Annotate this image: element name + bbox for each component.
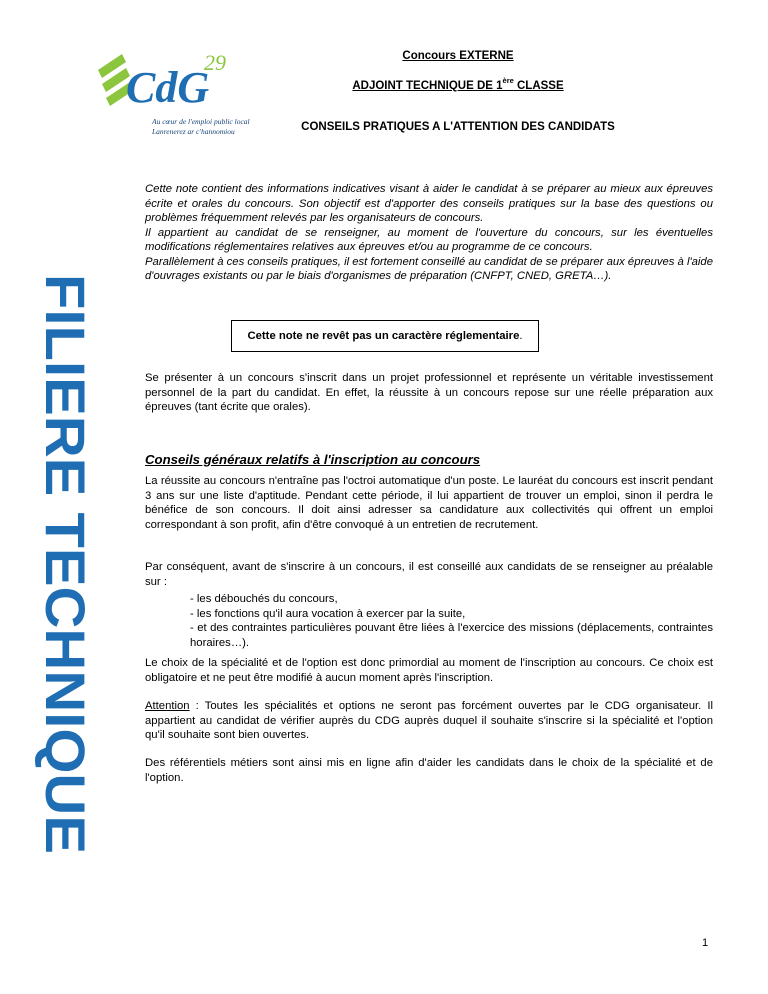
cdg29-logo-graphic — [96, 40, 256, 142]
document-title: CONSEILS PRATIQUES A L'ATTENTION DES CANDIDATS — [301, 121, 615, 133]
body-paragraph: Par conséquent, avant de s'inscrire à un concours, il est conseillé aux candidats de se renseigner au préalable sur : — [145, 561, 713, 588]
logo-number: 29 — [204, 50, 226, 75]
attention-label: Attention — [145, 700, 190, 712]
grade-superscript: ère — [502, 76, 514, 85]
regulatory-note-text: Cette note ne revêt pas un caractère réglementaire — [247, 330, 520, 342]
logo-letters: CdG — [126, 63, 210, 112]
logo-tagline-1: Au cœur de l'emploi public local — [152, 117, 250, 126]
section-heading: Conseils généraux relatifs à l'inscription au concours — [145, 452, 481, 467]
cdg29-logo — [96, 40, 256, 142]
filiere-sidebar — [32, 270, 102, 860]
filiere-label: FILIERE TECHNIQUE — [34, 274, 97, 835]
advice-list — [190, 592, 713, 650]
intro-paragraph: Parallèlement à ces conseils pratiques, il est fortement conseillé au candidat de se préparer aux épreuves à l'aide d'ouvrages existants ou par le biais d'organismes de préparation (CNFPT, CNED, GRETA…). — [145, 255, 713, 282]
intro-block — [145, 182, 713, 284]
intro-paragraph: Cette note contient des informations indicatives visant à aider le candidat à se préparer au mieux aux épreuves écrite et orales du concours. Son objectif est d'apporter des conseils pratiques sur la base des questions ou problèmes fréquemment relevés par les organisateurs de concours. — [145, 183, 713, 224]
filiere-sidebar-graphic — [32, 270, 102, 860]
logo-tagline-2: Lanrenerez ar c'hannomiou — [152, 127, 235, 136]
regulatory-note-box: Cette note ne revêt pas un caractère réglementaire. — [231, 320, 539, 352]
grade-title: ADJOINT TECHNIQUE DE 1ère CLASSE — [352, 76, 564, 92]
competition-type: Concours EXTERNE — [402, 50, 514, 62]
body-paragraph: Le choix de la spécialité et de l'option est donc primordial au moment de l'inscription au concours. Ce choix est obligatoire et ne peut être modifié à aucun moment après l'inscription. — [145, 657, 713, 684]
body-paragraph: Se présenter à un concours s'inscrit dans un projet professionnel et représente un véritable investissement personnel de la part du candidat. En effet, la réussite à un concours repose sur une réelle préparation aux épreuves (tant écrite que orales). — [145, 372, 713, 413]
list-item: - et des contraintes particulières pouvant être liées à l'exercice des missions (déplacements, contraintes horaires…). — [190, 622, 713, 649]
attention-paragraph: Attention : Toutes les spécialités et options ne seront pas forcément ouvertes par le CDG organisateur. Il appartient au candidat de vérifier auprès du CDG auprès duquel il souhaite s'inscrire si la spécialité et l'option qu'il souhaite sont bien ouvertes. — [145, 700, 713, 741]
list-item: - les débouchés du concours, — [190, 593, 338, 605]
body-paragraph: La réussite au concours n'entraîne pas l'octroi automatique d'un poste. Le lauréat du concours est inscrit pendant 3 ans sur une liste d'aptitude. Pendant cette période, il lui appartient de trouver un emploi, sinon il perdra le bénéfice de son concours. Il doit ainsi adresser sa candidature aux collectivités qui offrent un emploi correspondant à son profit, afin d'être convoqué à un entretien de recrutement. — [145, 475, 713, 531]
intro-paragraph: Il appartient au candidat de se renseigner, au moment de l'ouverture du concours, sur les éventuelles modifications réglementaires relatives aux épreuves et/ou au programme de ce concours. — [145, 226, 713, 253]
page-number: 1 — [702, 937, 709, 949]
body-paragraph: Des référentiels métiers sont ainsi mis en ligne afin d'aider les candidats dans le choix de la spécialité et de l'option. — [145, 757, 713, 784]
list-item: - les fonctions qu'il aura vocation à exercer par la suite, — [190, 607, 466, 620]
